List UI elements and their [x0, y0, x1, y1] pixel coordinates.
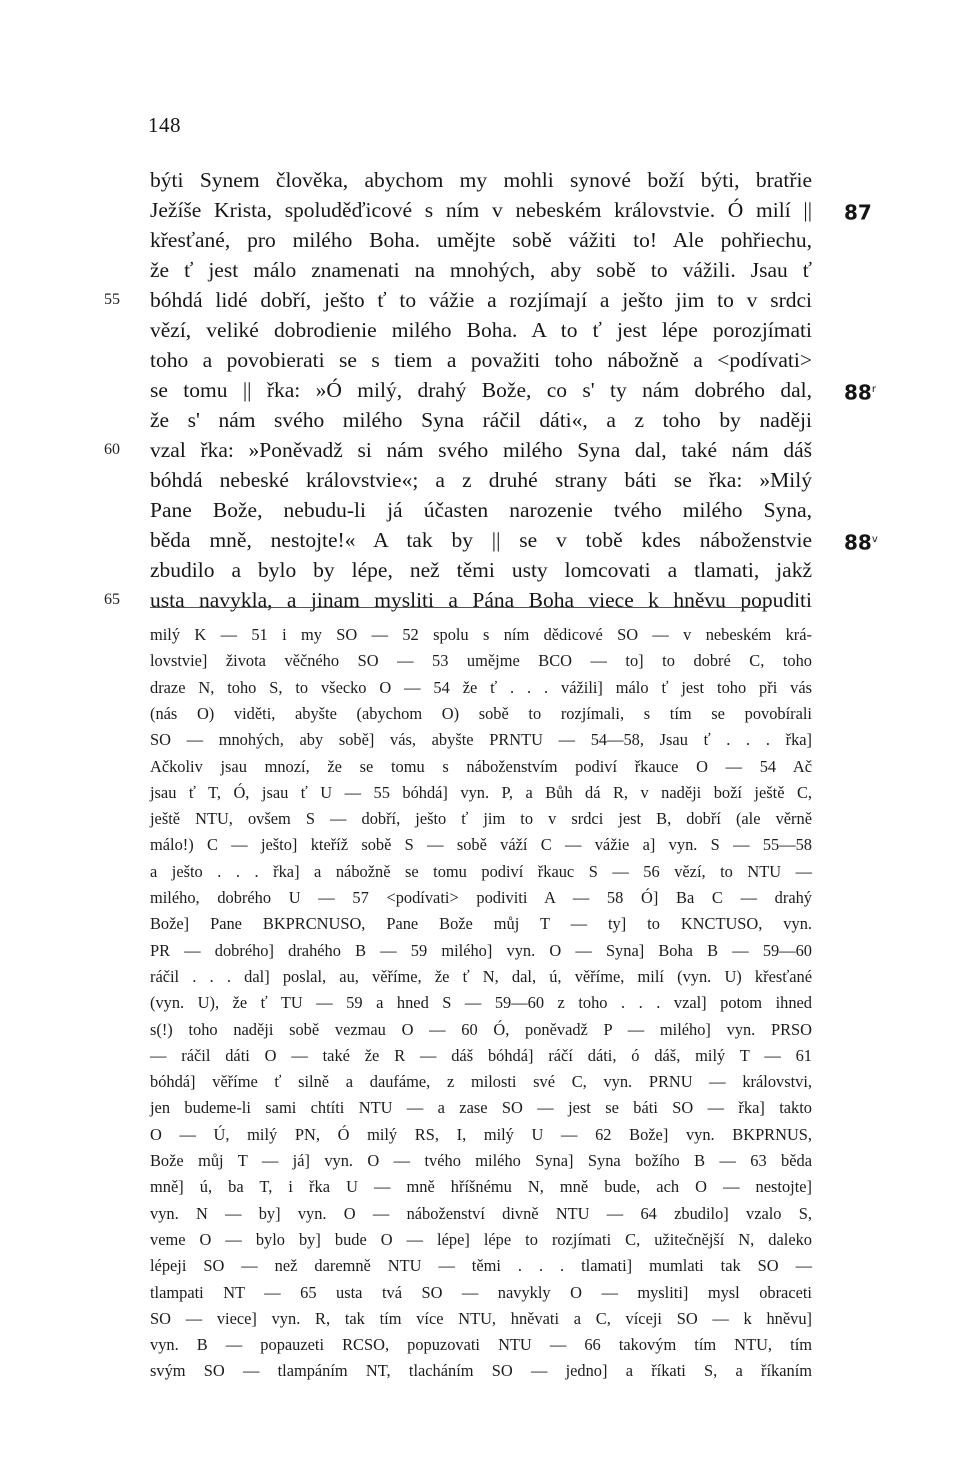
apparatus-line: jen budeme-li sami chtíti NTU — a zase SO — jest se báti SO — řka] takto [150, 1098, 812, 1118]
text-line: Ježíše Krista, spoluděďicové s ním v nebeském královstvie. Ó milí || [150, 198, 812, 222]
apparatus-line: jsau ť T, Ó, jsau ť U — 55 bóhdá] vyn. P, a Bůh dá R, v naději boží ještě C, [150, 782, 812, 802]
margin-folio-ref [844, 375, 876, 408]
line-number: 60 [104, 441, 120, 458]
apparatus-line: svým SO — tlampáním NT, tlacháním SO — jedno] a říkati S, a říkaním [150, 1361, 812, 1381]
text-line: vězí, veliké dobrodienie milého Boha. A to ť jest lépe porozjímati [150, 318, 812, 342]
apparatus-line: a ješto . . . řka] a nábožně se tomu podiví řkauc S — 56 vězí, to NTU — [150, 861, 812, 881]
text-line: vzal řka: »Poněvadž si nám svého milého Syna dal, také nám dáš [150, 438, 812, 462]
apparatus-line: lépeji SO — než daremně NTU — těmi . . . tlamati] mumlati tak SO — [150, 1256, 812, 1276]
text-line: usta navykla, a jinam mysliti a Pána Boha viece k hněvu popuditi [150, 588, 812, 612]
margin-folio-side: r [871, 384, 876, 395]
text-line: bóhdá nebeské královstvie«; a z druhé strany báti se řka: »Milý [150, 468, 812, 492]
apparatus-line: mně] ú, ba T, i řka U — mně hříšnému N, mně bude, ach O — nestojte] [150, 1177, 812, 1197]
apparatus-line: tlampati NT — 65 usta tvá SO — navykly O — mysliti] mysl obraceti [150, 1282, 812, 1302]
apparatus-line: Bože] Pane BKPRCNUSO, Pane Bože můj T — ty] to KNCTUSO, vyn. [150, 914, 812, 934]
apparatus-line: veme O — bylo by] bude O — lépe] lépe to rozjímati C, užitečnější N, daleko [150, 1229, 812, 1249]
apparatus-line: milého, dobrého U — 57 <podívati> podiviti A — 58 Ó] Ba C — drahý [150, 888, 812, 907]
margin-folio-number: 88 [844, 530, 872, 555]
apparatus-line: (nás O) viděti, abyšte (abychom O) sobě to rozjímali, s tím se povobírali [150, 703, 812, 723]
text-line: bóhdá lidé dobří, ješto ť to vážie a rozjímají a ješto jim to v srdci [150, 288, 812, 312]
text-line: býti Synem člověka, abychom my mohli synové boží býti, bratřie [150, 168, 812, 192]
apparatus-line: bóhdá] věříme ť silně a daufáme, z milosti své C, vyn. PRNU — královstvi, [150, 1072, 812, 1092]
apparatus-line: SO — viece] vyn. R, tak tím více NTU, hněvati a C, víceji SO — k hněvu] [150, 1308, 812, 1328]
text-line: Pane Bože, nebudu-li já účasten narozenie tvého milého Syna, [150, 498, 812, 522]
apparatus-line: ještě NTU, ovšem S — dobří, ješto ť jim to v srdci jest B, dobří (ale věrně [150, 809, 812, 829]
margin-folio-number: 88 [844, 380, 872, 405]
text-line: se tomu || řka: »Ó milý, drahý Bože, co s' ty nám dobrého dal, [150, 378, 812, 402]
text-line: křesťané, pro milého Boha. umějte sobě vážiti to! Ale pohřiechu, [150, 228, 812, 252]
text-line: toho a povobierati se s tiem a považiti toho nábožně a <podívati> [150, 348, 812, 372]
apparatus-line: PR — dobrého] drahého B — 59 milého] vyn. O — Syna] Boha B — 59—60 [150, 940, 812, 960]
text-line: zbudilo a bylo by lépe, než těmi usty lomcovati a tlamati, jakž [150, 558, 812, 582]
apparatus-line: vyn. B — popauzeti RCSO, popuzovati NTU — 66 takovým tím NTU, tím [150, 1335, 812, 1355]
margin-folio-side: v [871, 534, 878, 545]
text-line: že ť jest málo znamenati na mnohých, aby sobě to vážili. Jsau ť [150, 258, 812, 282]
text-line: běda mně, nestojte!« A tak by || se v tobě kdes náboženstvie [150, 528, 812, 552]
apparatus-line: Bože můj T — já] vyn. O — tvého milého Syna] Syna božího B — 63 běda [150, 1151, 812, 1170]
apparatus-line: SO — mnohých, aby sobě] vás, abyšte PRNTU — 54—58, Jsau ť . . . řka] [150, 730, 812, 750]
apparatus-line: ráčil . . . dal] poslal, au, věříme, že ť N, dal, ú, věříme, milí (vyn. U) křesťané [150, 966, 812, 986]
margin-folio-ref [844, 525, 878, 558]
apparatus-line: Ačkoliv jsau mnozí, že se tomu s náboženstvím podiví řkauce O — 54 Ač [150, 756, 812, 776]
apparatus-line: vyn. N — by] vyn. O — náboženství divně NTU — 64 zbudilo] vzalo S, [150, 1203, 812, 1223]
apparatus-line: milý K — 51 i my SO — 52 spolu s ním dědicové SO — v nebeském krá- [150, 625, 812, 644]
margin-folio-number: 87 [844, 200, 872, 225]
apparatus-line: (vyn. U), že ť TU — 59 a hned S — 59—60 z toho . . . vzal] potom ihned [150, 993, 812, 1013]
text-line: že s' nám svého milého Syna ráčil dáti«, a z toho by naději [150, 408, 812, 432]
apparatus-line: — ráčil dáti O — také že R — dáš bóhdá] ráčí dáti, ó dáš, milý T — 61 [150, 1045, 812, 1065]
page-number: 148 [148, 113, 181, 137]
margin-folio-ref [844, 195, 872, 228]
line-number: 65 [104, 591, 120, 608]
apparatus-divider [150, 607, 768, 608]
apparatus-line: lovstvie] života věčného SO — 53 umějme BCO — to] to dobré C, toho [150, 651, 812, 671]
apparatus-line: málo!) C — ješto] kteříž sobě S — sobě váží C — vážie a] vyn. S — 55—58 [150, 835, 812, 855]
apparatus-line: O — Ú, milý PN, Ó milý RS, I, milý U — 62 Bože] vyn. BKPRNUS, [150, 1124, 812, 1144]
apparatus-line: draze N, toho S, to všecko O — 54 že ť . . . vážili] málo ť jest toho při vás [150, 677, 812, 697]
apparatus-line: s(!) toho naději sobě vezmau O — 60 Ó, poněvadž P — milého] vyn. PRSO [150, 1019, 812, 1039]
line-number: 55 [104, 291, 120, 308]
